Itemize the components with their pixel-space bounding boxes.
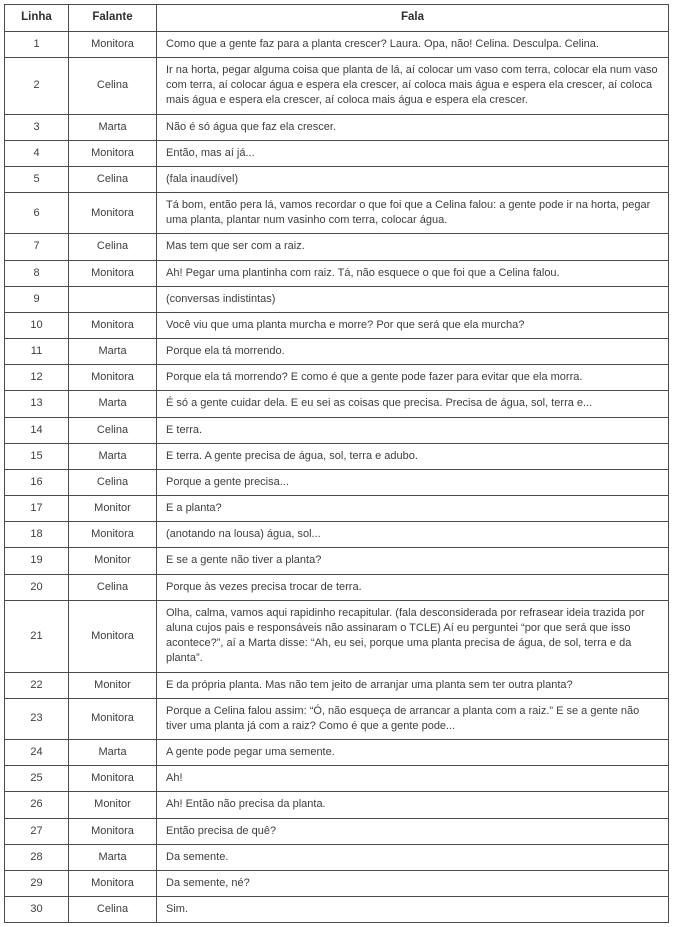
table-row [5, 443, 669, 469]
cell-fala: E terra. A gente precisa de água, sol, terra e adubo. [157, 443, 669, 469]
table-row [5, 496, 669, 522]
table-row [5, 698, 669, 739]
table-row [5, 312, 669, 338]
table-row [5, 31, 669, 57]
cell-fala: Não é só água que faz ela crescer. [157, 114, 669, 140]
cell-linha: 2 [5, 58, 69, 115]
cell-linha: 16 [5, 469, 69, 495]
cell-linha: 11 [5, 339, 69, 365]
cell-falante: Marta [69, 844, 157, 870]
cell-falante: Marta [69, 443, 157, 469]
cell-fala: (conversas indistintas) [157, 286, 669, 312]
table-row [5, 766, 669, 792]
cell-linha: 29 [5, 870, 69, 896]
cell-linha: 23 [5, 698, 69, 739]
table-row [5, 260, 669, 286]
table-row [5, 391, 669, 417]
table-row [5, 740, 669, 766]
cell-falante: Monitora [69, 260, 157, 286]
cell-fala: Ah! Pegar uma plantinha com raiz. Tá, não esquece o que foi que a Celina falou. [157, 260, 669, 286]
header-row [5, 5, 669, 32]
cell-falante [69, 286, 157, 312]
cell-fala: Porque a gente precisa... [157, 469, 669, 495]
transcript-table [4, 4, 669, 923]
cell-falante: Monitora [69, 365, 157, 391]
table-row [5, 234, 669, 260]
table-row [5, 897, 669, 923]
cell-falante: Monitora [69, 870, 157, 896]
cell-linha: 5 [5, 166, 69, 192]
cell-fala: Porque a Celina falou assim: “Ó, não esqueça de arrancar a planta com a raiz.” E se a gente não tiver uma planta já com a raiz? Como é que a gente pode... [157, 698, 669, 739]
cell-linha: 8 [5, 260, 69, 286]
cell-linha: 22 [5, 672, 69, 698]
col-header-fala: Fala [157, 5, 669, 32]
cell-fala: (fala inaudível) [157, 166, 669, 192]
cell-fala: Porque ela tá morrendo. [157, 339, 669, 365]
col-header-falante: Falante [69, 5, 157, 32]
cell-fala: Ah! Então não precisa da planta. [157, 792, 669, 818]
cell-fala: (anotando na lousa) água, sol... [157, 522, 669, 548]
cell-fala: É só a gente cuidar dela. E eu sei as coisas que precisa. Precisa de água, sol, terra e... [157, 391, 669, 417]
cell-linha: 7 [5, 234, 69, 260]
cell-linha: 17 [5, 496, 69, 522]
cell-linha: 9 [5, 286, 69, 312]
table-row [5, 286, 669, 312]
cell-falante: Marta [69, 114, 157, 140]
cell-fala: Da semente, né? [157, 870, 669, 896]
cell-linha: 18 [5, 522, 69, 548]
cell-fala: Ir na horta, pegar alguma coisa que planta de lá, aí colocar um vaso com terra, colocar ela num vaso com terra, aí colocar água e espera ela crescer, aí coloca mais água e espera ela crescer, aí coloca mais água e espera ela crescer, aí coloca mais água e espera ela crescer. [157, 58, 669, 115]
table-row [5, 58, 669, 115]
cell-linha: 14 [5, 417, 69, 443]
table-row [5, 672, 669, 698]
cell-linha: 25 [5, 766, 69, 792]
cell-fala: Então precisa de quê? [157, 818, 669, 844]
cell-linha: 10 [5, 312, 69, 338]
table-row [5, 417, 669, 443]
table-row [5, 140, 669, 166]
table-row [5, 870, 669, 896]
cell-falante: Marta [69, 339, 157, 365]
cell-falante: Monitor [69, 792, 157, 818]
cell-fala: E terra. [157, 417, 669, 443]
cell-linha: 30 [5, 897, 69, 923]
cell-fala: Então, mas aí já... [157, 140, 669, 166]
cell-falante: Monitora [69, 312, 157, 338]
table-row [5, 600, 669, 672]
cell-falante: Monitora [69, 698, 157, 739]
cell-linha: 20 [5, 574, 69, 600]
cell-fala: Você viu que uma planta murcha e morre? Por que será que ela murcha? [157, 312, 669, 338]
table-row [5, 339, 669, 365]
table-row [5, 574, 669, 600]
cell-linha: 4 [5, 140, 69, 166]
cell-fala: Olha, calma, vamos aqui rapidinho recapitular. (fala desconsiderada por refrasear ideia trazida por aluna cujos pais e responsáveis não assinaram o TCLE) Aí eu perguntei “por que será que isso acontece?”, aí a Marta disse: “Ah, eu sei, porque uma planta precisa de água, de sol, terra e da planta”. [157, 600, 669, 672]
cell-falante: Celina [69, 234, 157, 260]
cell-linha: 24 [5, 740, 69, 766]
cell-falante: Monitora [69, 818, 157, 844]
table-row [5, 522, 669, 548]
cell-falante: Celina [69, 166, 157, 192]
cell-linha: 21 [5, 600, 69, 672]
cell-falante: Marta [69, 391, 157, 417]
cell-linha: 13 [5, 391, 69, 417]
cell-linha: 1 [5, 31, 69, 57]
cell-falante: Monitora [69, 31, 157, 57]
cell-fala: Mas tem que ser com a raiz. [157, 234, 669, 260]
cell-fala: Da semente. [157, 844, 669, 870]
cell-fala: A gente pode pegar uma semente. [157, 740, 669, 766]
cell-fala: Ah! [157, 766, 669, 792]
cell-linha: 15 [5, 443, 69, 469]
cell-fala: Tá bom, então pera lá, vamos recordar o que foi que a Celina falou: a gente pode ir na horta, pegar uma planta, plantar num vasinho com terra, colocar água. [157, 193, 669, 234]
col-header-linha: Linha [5, 5, 69, 32]
cell-falante: Monitor [69, 496, 157, 522]
table-body [5, 31, 669, 922]
cell-fala: Como que a gente faz para a planta crescer? Laura. Opa, não! Celina. Desculpa. Celina. [157, 31, 669, 57]
cell-falante: Celina [69, 469, 157, 495]
table-row [5, 114, 669, 140]
cell-fala: E da própria planta. Mas não tem jeito de arranjar uma planta sem ter outra planta? [157, 672, 669, 698]
cell-falante: Monitor [69, 672, 157, 698]
cell-fala: E se a gente não tiver a planta? [157, 548, 669, 574]
cell-linha: 6 [5, 193, 69, 234]
cell-falante: Monitora [69, 766, 157, 792]
cell-falante: Monitora [69, 600, 157, 672]
cell-falante: Celina [69, 897, 157, 923]
table-row [5, 818, 669, 844]
cell-linha: 28 [5, 844, 69, 870]
table-row [5, 548, 669, 574]
cell-falante: Monitora [69, 140, 157, 166]
cell-linha: 27 [5, 818, 69, 844]
table-row [5, 166, 669, 192]
cell-falante: Marta [69, 740, 157, 766]
cell-linha: 12 [5, 365, 69, 391]
cell-fala: Sim. [157, 897, 669, 923]
cell-falante: Celina [69, 58, 157, 115]
cell-fala: E a planta? [157, 496, 669, 522]
cell-falante: Monitora [69, 193, 157, 234]
table-row [5, 469, 669, 495]
table-row [5, 193, 669, 234]
cell-falante: Monitora [69, 522, 157, 548]
table-row [5, 844, 669, 870]
cell-linha: 26 [5, 792, 69, 818]
cell-falante: Monitor [69, 548, 157, 574]
cell-fala: Porque às vezes precisa trocar de terra. [157, 574, 669, 600]
cell-falante: Celina [69, 417, 157, 443]
cell-linha: 19 [5, 548, 69, 574]
cell-linha: 3 [5, 114, 69, 140]
table-row [5, 365, 669, 391]
table-row [5, 792, 669, 818]
cell-falante: Celina [69, 574, 157, 600]
cell-fala: Porque ela tá morrendo? E como é que a gente pode fazer para evitar que ela morra. [157, 365, 669, 391]
